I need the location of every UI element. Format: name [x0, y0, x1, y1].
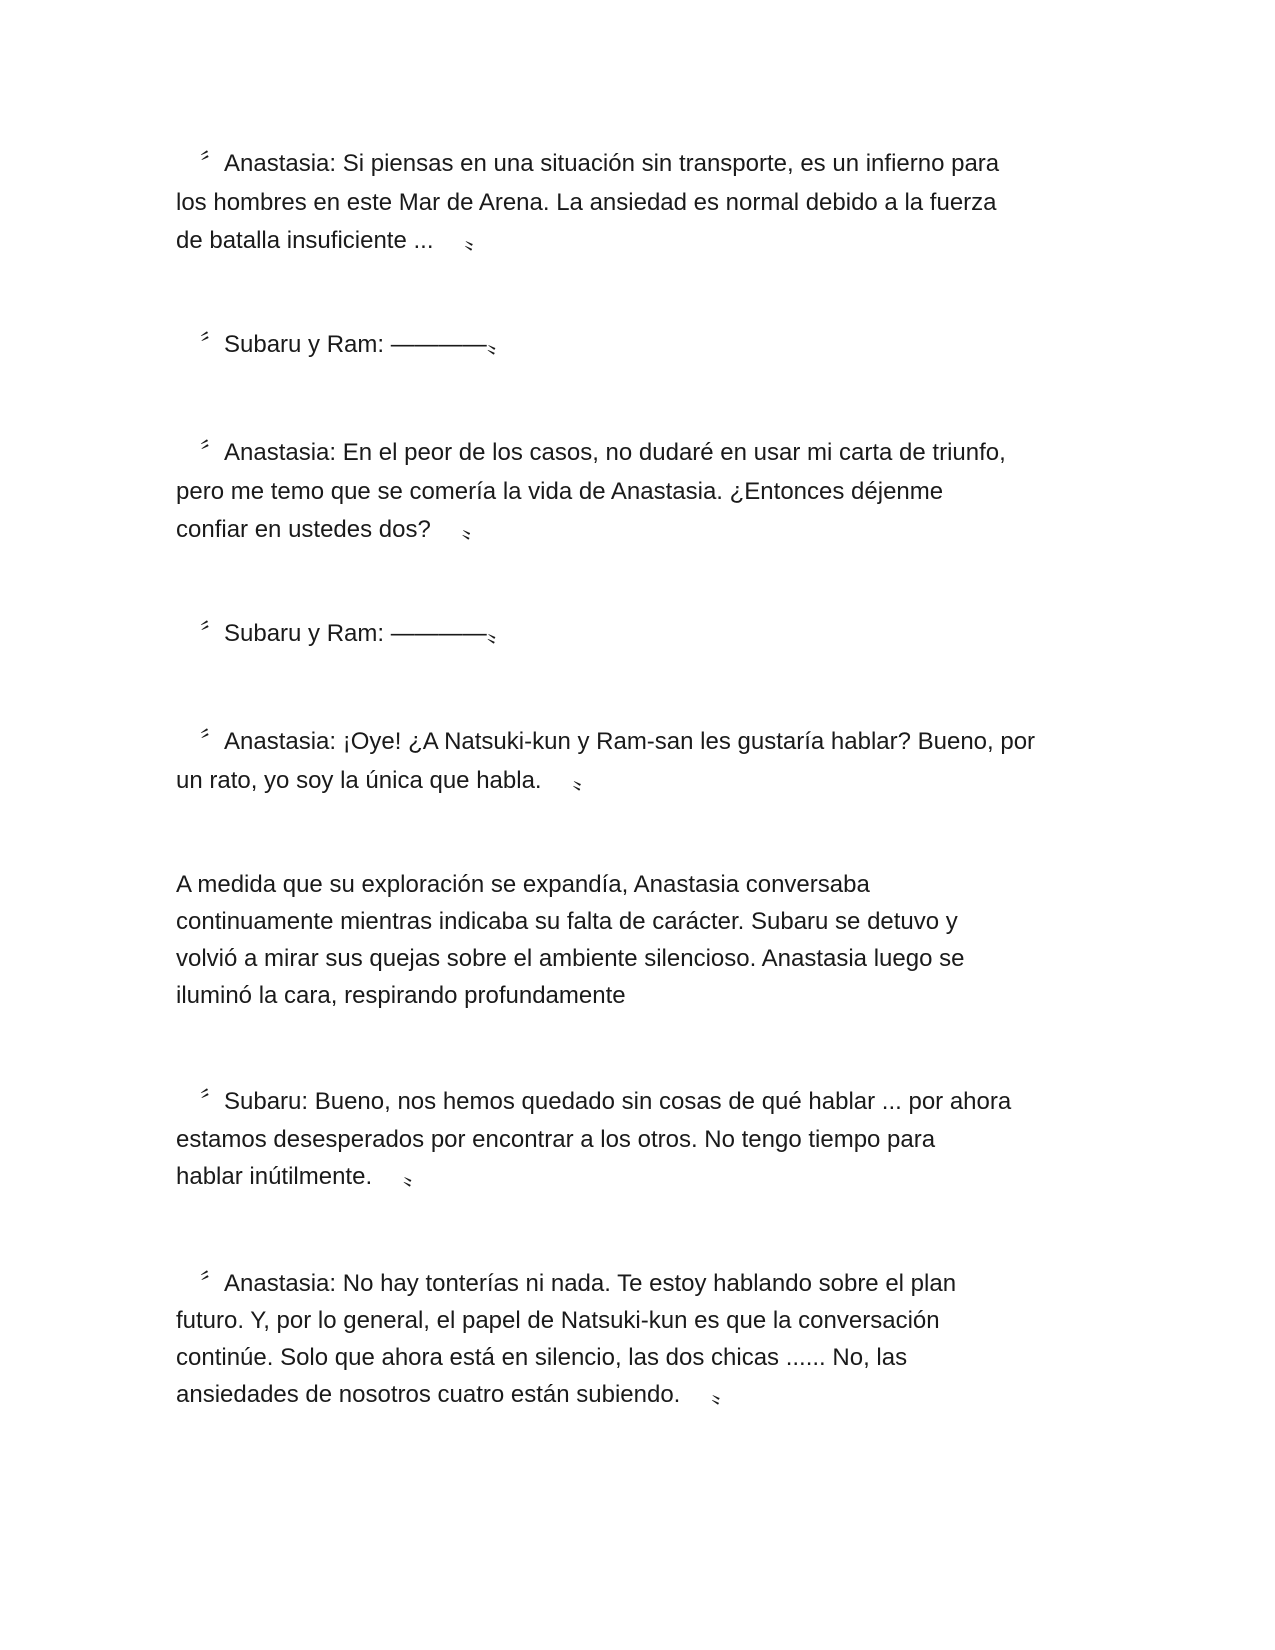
text-line: 〞Subaru y Ram: ————〟 — [176, 331, 511, 358]
text-line: de batalla insuficiente ... 〟 — [176, 227, 489, 254]
paragraph-anastasia-oye — [176, 723, 1116, 800]
text-line: ansiedades de nosotros cuatro están subiendo. 〟 — [176, 1381, 736, 1408]
text-line: un rato, yo soy la única que habla. 〟 — [176, 766, 597, 794]
text-line: estamos desesperados por encontrar a los otros. No tengo tiempo para — [176, 1125, 936, 1153]
text-line: iluminó la cara, respirando profundamente — [176, 982, 626, 1009]
text-line: 〞Subaru y Ram: ————〟 — [176, 620, 511, 647]
paragraph-anastasia-trump-card — [176, 434, 1116, 550]
text-line: 〞Anastasia: No hay tonterías ni nada. Te estoy hablando sobre el plan — [176, 1270, 957, 1297]
text-line: futuro. Y, por lo general, el papel de Natsuki-kun es que la conversación — [176, 1307, 940, 1334]
text-line: 〞Subaru: Bueno, nos hemos quedado sin cosas de qué hablar ... por ahora — [176, 1088, 1012, 1115]
paragraph-anastasia-plan — [176, 1265, 1116, 1413]
text-line: hablar inútilmente. 〟 — [176, 1163, 427, 1190]
paragraph-narration — [176, 866, 1116, 1014]
text-line: continúe. Solo que ahora está en silencio, las dos chicas ...... No, las — [176, 1344, 908, 1371]
text-line: 〞Anastasia: Si piensas en una situación sin transporte, es un infierno para — [176, 150, 1000, 177]
text-line: continuamente mientras indicaba su falta de carácter. Subaru se detuvo y — [176, 908, 958, 935]
paragraph-subaru-ram-silence-1 — [176, 326, 1116, 365]
text-line: pero me temo que se comería la vida de Anastasia. ¿Entonces déjenme — [176, 477, 944, 505]
text-line: 〞Anastasia: ¡Oye! ¿A Natsuki-kun y Ram-san les gustaría hablar? Bueno, por — [176, 728, 1036, 755]
text-line: los hombres en este Mar de Arena. La ansiedad es normal debido a la fuerza — [176, 188, 997, 216]
text-line: volvió a mirar sus quejas sobre el ambiente silencioso. Anastasia luego se — [176, 945, 965, 972]
paragraph-anastasia-transport — [176, 145, 1116, 261]
paragraph-subaru-no-time — [176, 1083, 1116, 1196]
text-line: A medida que su exploración se expandía, Anastasia conversaba — [176, 871, 870, 898]
text-line: confiar en ustedes dos? 〟 — [176, 516, 486, 543]
paragraph-subaru-ram-silence-2 — [176, 615, 1116, 654]
text-line: 〞Anastasia: En el peor de los casos, no dudaré en usar mi carta de triunfo, — [176, 439, 1006, 466]
